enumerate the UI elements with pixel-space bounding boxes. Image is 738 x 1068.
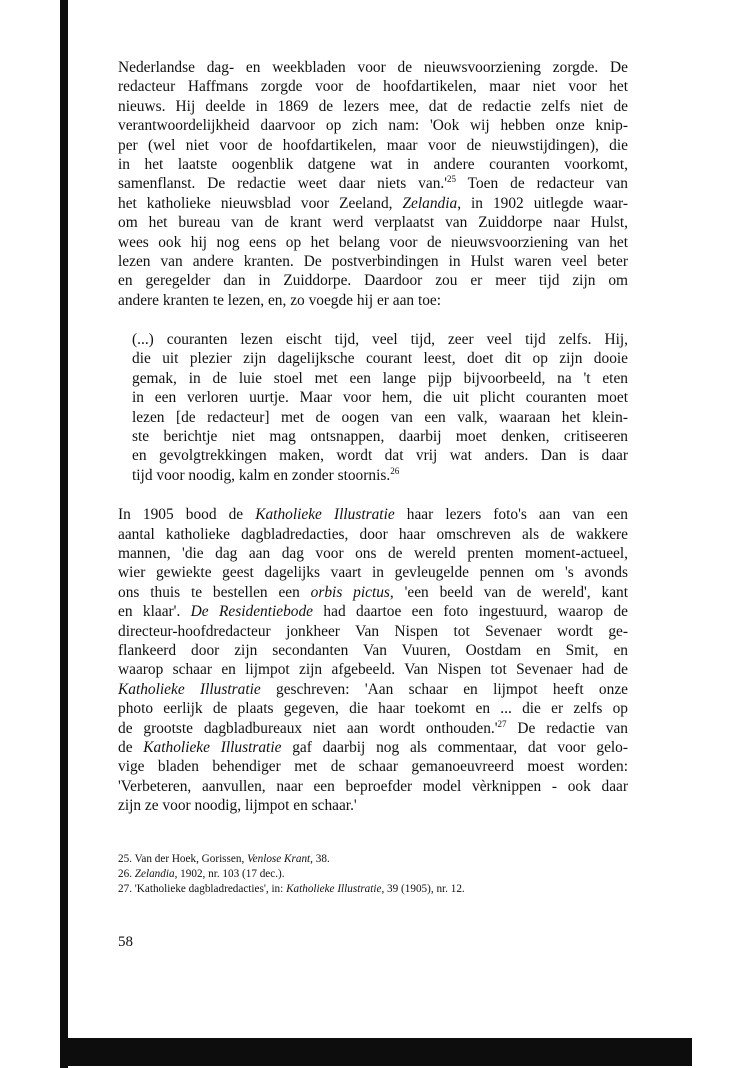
quote-line: die uit plezier zijn dagelijksche courant leest, doet dit op zijn dooie [132,350,628,368]
footnote-ref-25: 25 [447,174,457,185]
text-run: had daartoe een foto ingestuurd, waarop de [313,603,628,621]
text-run: , 38. [310,853,330,865]
text-line: verantwoordelijkheid daarvoor op zich nam: 'Ook wij hebben onze knip- [118,117,628,135]
text-run: , in 1902 uitlegde waar- [457,194,628,212]
text-run: De redactie van [506,719,628,737]
text-line: Nederlandse dag- en weekbladen voor de nieuwsvoorziening zorgde. De [118,59,628,76]
text-run: en klaar'. [118,603,191,621]
italic-title: Katholieke Illustratie [286,883,382,895]
text-line [118,738,628,757]
text-line [118,174,628,193]
text-line [118,194,628,213]
text-line: directeur-hoofdredacteur jonkheer Van Nispen tot Sevenaer wordt ge- [118,622,628,640]
quote-line: en gevolgtrekkingen maken, wordt dat vrij wat anders. Dan is daar [132,447,628,465]
text-line: mannen, 'die dag aan dag voor ons de wereld prenten moment-actueel, [118,544,628,562]
text-line [118,602,628,621]
text-line: om het bureau van de krant werd verplaatst van Zuiddorpe naar Hulst, [118,214,628,232]
footnote-ref-27: 27 [497,718,507,729]
footnote-27 [118,882,628,897]
quote-line: lezen [de redacteur] met de oogen van een valk, waaraan het klein- [132,408,628,426]
text-run: ons thuis te bestellen een [118,583,311,601]
text-run: tijd voor noodig, kalm en zonder stoornis. [132,466,391,484]
scan-border-bottom [60,1038,692,1066]
italic-title: Katholieke Illustratie [118,680,261,698]
text-line: andere kranten te lezen, en, zo voegde hij er aan toe: [118,291,442,309]
text-line: per (wel niet voor de hoofdartikelen, maar voor de nieuwstijdingen), die [118,136,628,154]
text-run: , 1902, nr. 103 (17 dec.). [174,868,285,880]
italic-title: Katholieke Illustratie [255,506,395,524]
text-line: vige bladen behendiger met de schaar gemanoeuvreerd moest worden: [118,758,628,776]
quote-line: (...) couranten lezen eischt tijd, veel tijd, zeer veel tijd zelfs. Hij, [132,331,628,349]
text-line: flankeerd door zijn secondanten Van Vuuren, Oostdam en Smit, en [118,641,628,659]
text-line: en geregelder dan in Zuiddorpe. Daardoor zou er meer tijd zijn om [118,272,628,290]
paragraph-1 [118,58,628,310]
scan-border-left [60,0,68,1068]
text-line [118,680,628,699]
text-run: samenflanst. De redactie weet daar niets van.' [118,175,448,193]
footnotes [118,852,628,897]
paragraph-2 [118,505,628,815]
italic-title: Zelandia [134,868,175,880]
text-line: zijn ze voor noodig, lijmpot en schaar.' [118,797,357,815]
footnote-ref-26: 26 [390,465,400,476]
italic-title: Katholieke Illustratie [143,738,282,756]
text-run: , 39 (1905), nr. 12. [381,883,465,895]
text-line [118,505,628,524]
text-run: Toen de redacteur van [456,175,628,193]
text-line: photo eerlijk de plaats gegeven, die haar toekomt en ... die er zelfs op [118,700,628,718]
text-line: nieuws. Hij deelde in 1869 de lezers mee, dat de redactie zelfs niet de [118,97,628,115]
text-line [118,583,628,602]
block-quote [132,330,628,485]
text-run: het katholieke nieuwsblad voor Zeeland, [118,194,403,212]
text-run: de grootste dagbladbureaux niet aan wordt onthouden.' [118,719,498,737]
italic-title: orbis pictus [310,583,390,601]
text-run: 27. 'Katholieke dagbladredacties', in: [118,883,287,895]
quote-line: ste berichtje niet mag ontsnappen, daarbij moet denken, critiseeren [132,428,628,446]
italic-title: Zelandia [402,194,458,212]
text-line: aantal katholieke dagbladredacties, door haar omschreven als de wakkere [118,525,628,543]
text-line [118,719,628,738]
text-run: geschreven: 'Aan schaar en lijmpot heeft onze [260,680,628,698]
page-body [118,58,628,815]
footnote-26 [118,867,628,882]
text-line: wier gewiekte geest dagelijks vaart in gevleugelde pennen om 's avonds [118,564,628,582]
text-line: in het laatste oogenblik datgene wat in andere couranten voorkomt, [118,155,628,173]
quote-line: gemak, in de luie stoel met een lange pijp bijvoorbeeld, na 't eten [132,369,628,387]
text-line: redacteur Haffmans zorgde voor de hoofdartikelen, maar niet voor het [118,78,628,96]
text-run: 25. Van der Hoek, Gorissen, [118,853,248,865]
footnote-25 [118,852,628,867]
quote-line [132,466,628,485]
page-number: 58 [118,934,133,950]
text-run: de [118,738,144,756]
text-run: gaf daarbij nog als commentaar, dat voor gelo- [281,738,628,756]
text-line: wees ook hij nog eens op het belang voor de nieuwsvoorziening van het [118,233,628,251]
text-run: haar lezers foto's aan van een [394,506,628,524]
quote-line: in een verloren uurtje. Maar voor hem, die uit plicht couranten moet [132,389,628,407]
text-line: lezen van andere kranten. De postverbindingen in Hulst waren veel beter [118,252,628,270]
italic-title: Venlose Krant [247,853,311,865]
text-run: 26. [118,868,135,880]
text-line: 'Verbeteren, aanvullen, naar een beproefder model vèrknippen - ook daar [118,777,628,795]
italic-title: De Residentiebode [190,603,314,621]
text-line: waarop schaar en lijmpot zijn afgebeeld. Van Nispen tot Sevenaer had de [118,661,628,679]
text-run: In 1905 bood de [118,506,256,524]
text-run: , 'een beeld van de wereld', kant [389,583,628,601]
